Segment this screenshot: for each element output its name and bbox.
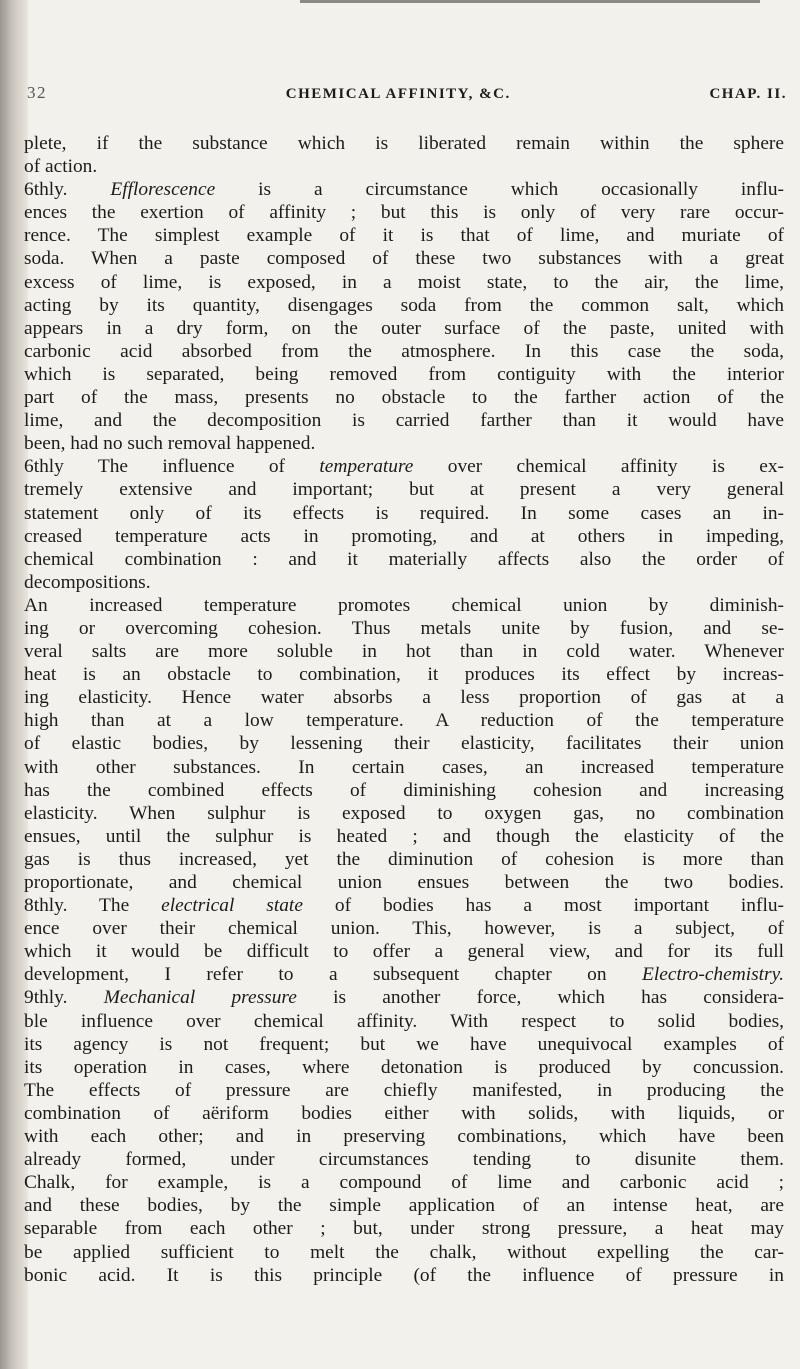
text-line-segment: 9thly.	[24, 987, 104, 1009]
text-line: appears in a dry form, on the outer surface of the paste, united with	[24, 317, 784, 339]
text-line: chemical combination : and it materially affects also the order of	[24, 548, 784, 570]
text-line: separable from each other ; but, under strong pressure, a heat may	[24, 1218, 784, 1240]
text-line-segment: of bodies has a most important influ-	[302, 895, 784, 917]
text-line: carbonic acid absorbed from the atmosphere. In this case the soda,	[24, 340, 784, 362]
text-line	[24, 894, 784, 917]
text-line: ing elasticity. Hence water absorbs a less proportion of gas at a	[24, 687, 784, 709]
text-line-segment: over chemical affinity is ex-	[413, 456, 784, 478]
text-line: of action.	[24, 156, 98, 178]
italic-term: Electro-chemistry.	[642, 964, 784, 986]
text-line: ing or overcoming cohesion. Thus metals unite by fusion, and se-	[24, 617, 784, 639]
text-line: of elastic bodies, by lessening their elasticity, facilitates their union	[24, 733, 784, 755]
running-header-area	[27, 83, 787, 113]
italic-term: Efflorescence	[110, 179, 216, 201]
page-top-edge	[300, 0, 760, 3]
text-line: tremely extensive and important; but at present a very general	[24, 479, 784, 501]
text-line-segment: 8thly. The	[24, 895, 162, 917]
text-line: which is separated, being removed from contiguity with the interior	[24, 363, 784, 385]
text-line: and these bodies, by the simple application of an intense heat, are	[24, 1195, 784, 1217]
text-line: An increased temperature promotes chemical union by diminish-	[24, 594, 784, 616]
text-line: its agency is not frequent; but we have unequivocal examples of	[24, 1033, 784, 1055]
text-line: heat is an obstacle to combination, it produces its effect by increas-	[24, 664, 784, 686]
text-line: already formed, under circumstances tending to disunite them.	[24, 1149, 784, 1171]
text-line: proportionate, and chemical union ensues between the two bodies.	[24, 872, 784, 893]
text-line: part of the mass, presents no obstacle to the farther action of the	[24, 387, 784, 409]
text-line	[24, 455, 784, 478]
page-number: 32	[27, 83, 47, 102]
text-line: plete, if the substance which is liberated remain within the sphere	[24, 133, 784, 154]
text-line: with each other; and in preserving combinations, which have been	[24, 1126, 784, 1148]
text-line	[24, 178, 784, 201]
italic-term: Mechanical pressure	[103, 987, 297, 1009]
text-line: statement only of its effects is required. In some cases an in-	[24, 502, 784, 524]
text-line-segment: 6thly.	[24, 179, 111, 201]
text-line-segment: 6thly The influence of	[24, 456, 320, 478]
text-line: soda. When a paste composed of these two substances with a great	[24, 248, 784, 270]
text-line: veral salts are more soluble in hot than in cold water. Whenever	[24, 641, 784, 663]
text-line: The effects of pressure are chiefly manifested, in producing the	[24, 1079, 784, 1101]
running-title: CHEMICAL AFFINITY, &C.	[285, 86, 511, 102]
text-line: elasticity. When sulphur is exposed to oxygen gas, no combination	[24, 802, 784, 824]
text-line-segment: is another force, which has considera-	[296, 987, 785, 1009]
text-line: ensues, until the sulphur is heated ; and though the elasticity of the	[24, 825, 784, 847]
text-line-segment: is a circumstance which occasionally influ-	[215, 179, 785, 201]
text-line: with other substances. In certain cases, an increased temperature	[24, 756, 784, 778]
text-line: high than at a low temperature. A reduction of the temperature	[24, 710, 784, 732]
text-line: rence. The simplest example of it is that of lime, and muriate of	[24, 225, 784, 247]
text-line	[24, 963, 784, 986]
text-line-segment: development, I refer to a subsequent chapter on	[24, 964, 643, 986]
text-line: creased temperature acts in promoting, and at others in impeding,	[24, 525, 784, 547]
text-line	[24, 986, 784, 1009]
text-line: ence over their chemical union. This, however, is a subject, of	[24, 918, 784, 940]
text-line: which it would be difficult to offer a general view, and for its full	[24, 941, 784, 963]
text-line: combination of aëriform bodies either with solids, with liquids, or	[24, 1102, 784, 1124]
text-line: acting by its quantity, disengages soda from the common salt, which	[24, 294, 784, 316]
text-line: its operation in cases, where detonation is produced by concussion.	[24, 1056, 784, 1078]
italic-term: temperature	[319, 456, 414, 478]
text-line: has the combined effects of diminishing cohesion and increasing	[24, 779, 784, 801]
text-line: Chalk, for example, is a compound of lime and carbonic acid ;	[24, 1172, 784, 1194]
text-line: be applied sufficient to melt the chalk, without expelling the car-	[24, 1241, 784, 1263]
text-line: gas is thus increased, yet the diminution of cohesion is more than	[24, 848, 784, 870]
text-line: been, had no such removal happened.	[24, 433, 316, 455]
text-line: bonic acid. It is this principle (of the influence of pressure in	[24, 1264, 784, 1286]
running-header	[27, 83, 787, 113]
text-line: lime, and the decomposition is carried farther than it would have	[24, 410, 784, 432]
body-text	[24, 132, 784, 1287]
text-line: ences the exertion of affinity ; but this is only of very rare occur-	[24, 202, 784, 224]
text-line: ble influence over chemical affinity. With respect to solid bodies,	[24, 1010, 784, 1032]
text-line: decompositions.	[24, 571, 151, 593]
text-line: excess of lime, is exposed, in a moist state, to the air, the lime,	[24, 271, 784, 293]
chapter-label: CHAP. II.	[709, 86, 787, 102]
italic-term: electrical state	[161, 895, 303, 917]
